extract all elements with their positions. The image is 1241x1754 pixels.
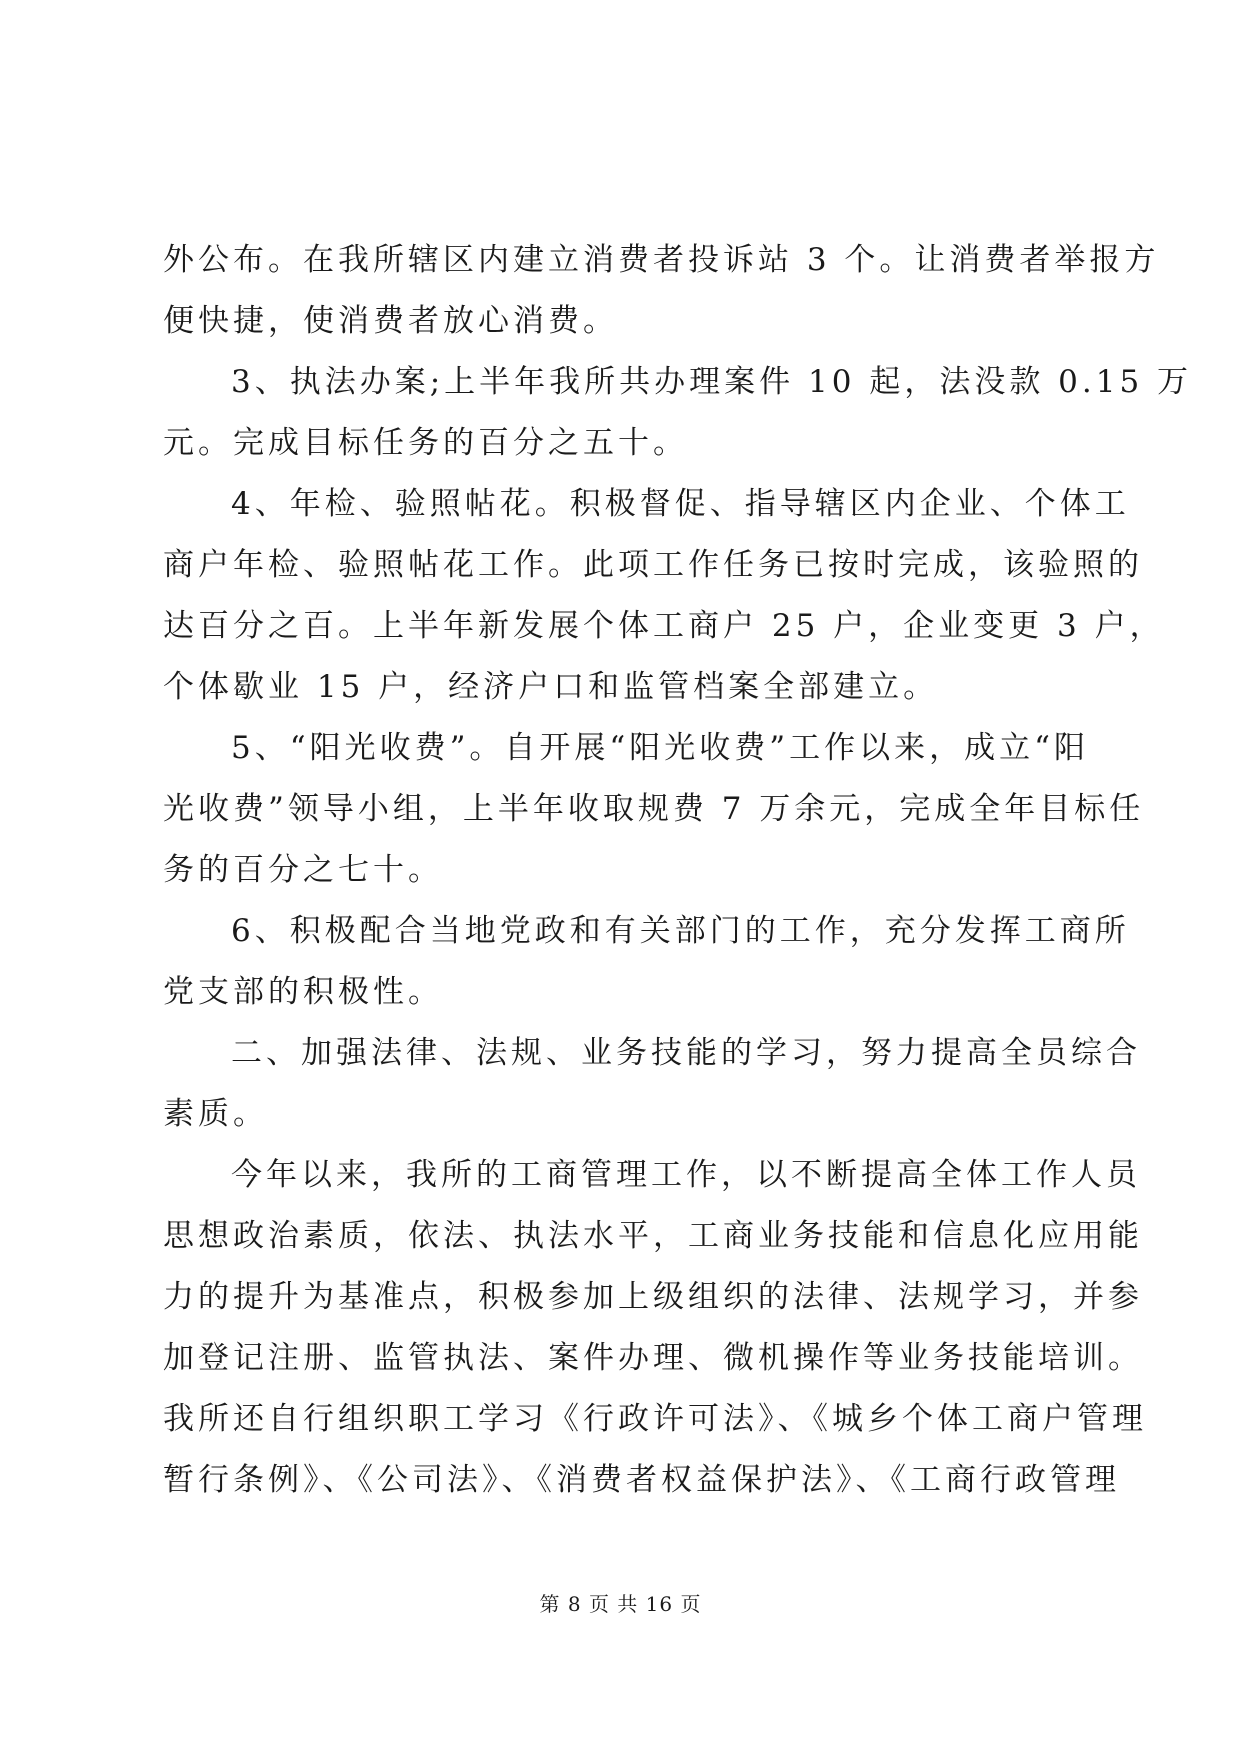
paragraph-start-line: 今年以来，我所的工商管理工作，以不断提高全体工作人员 (231, 1157, 1141, 1193)
paragraph-start-line: 4、年检、验照帖花。积极督促、指导辖区内企业、个体工 (231, 486, 1130, 522)
text-line: 务的百分之七十。 (163, 852, 443, 888)
section-heading-line: 二、加强法律、法规、业务技能的学习，努力提高全员综合 (231, 1035, 1141, 1071)
text-line: 党支部的积极性。 (163, 974, 443, 1010)
text-line: 个体歇业 15 户，经济户口和监管档案全部建立。 (163, 669, 939, 705)
paragraph-start-line: 5、“阳光收费”。自开展“阳光收费”工作以来，成立“阳 (231, 730, 1089, 766)
text-line: 思想政治素质，依法、执法水平，工商业务技能和信息化应用能 (163, 1218, 1143, 1254)
text-line: 商户年检、验照帖花工作。此项工作任务已按时完成，该验照的 (163, 547, 1143, 583)
paragraph-start-line: 6、积极配合当地党政和有关部门的工作，充分发挥工商所 (231, 913, 1130, 949)
text-line: 便快捷，使消费者放心消费。 (163, 303, 618, 339)
text-line: 元。完成目标任务的百分之五十。 (163, 425, 688, 461)
text-line: 达百分之百。上半年新发展个体工商户 25 户，企业变更 3 户， (163, 608, 1165, 644)
text-line: 力的提升为基准点，积极参加上级组织的法律、法规学习，并参 (163, 1279, 1143, 1315)
document-body (163, 230, 1193, 1511)
text-line: 我所还自行组织职工学习《行政许可法》、《城乡个体工商户管理 (163, 1401, 1147, 1437)
text-line: 加登记注册、监管执法、案件办理、微机操作等业务技能培训。 (163, 1340, 1143, 1376)
page-number-footer: 第 8 页 共 16 页 (539, 1592, 702, 1616)
text-line: 光收费”领导小组，上半年收取规费 7 万余元，完成全年目标任 (163, 791, 1145, 827)
text-line: 素质。 (163, 1096, 268, 1132)
text-line: 暂行条例》、《公司法》、《消费者权益保护法》、《工商行政管理 (163, 1462, 1120, 1498)
paragraph-start-line: 3、执法办案;上半年我所共办理案件 10 起，法没款 0.15 万 (231, 364, 1193, 400)
text-line: 外公布。在我所辖区内建立消费者投诉站 3 个。让消费者举报方 (163, 242, 1160, 278)
